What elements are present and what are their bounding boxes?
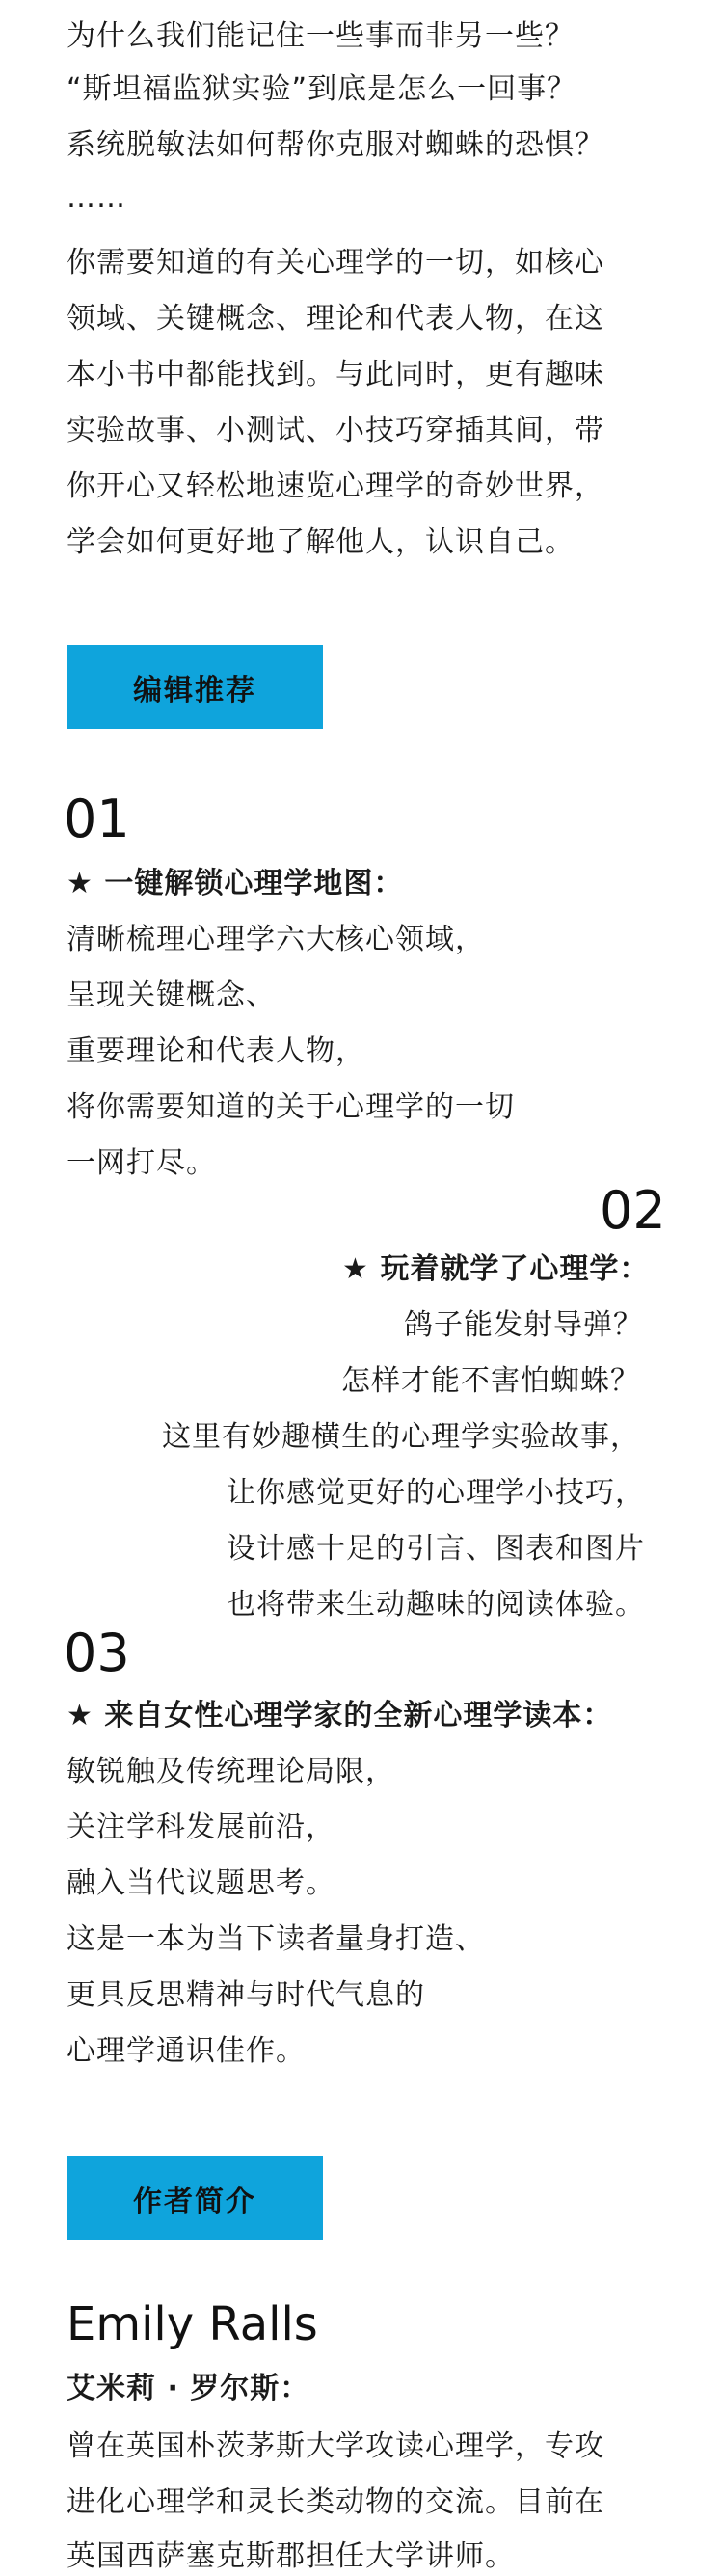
section-number: 03 [64, 1623, 130, 1683]
intro-paragraph-line: 本小书中都能找到。与此同时，更有趣味 [67, 358, 604, 391]
section-line: 呈现关键概念、 [67, 979, 276, 1012]
section-line: 敏锐触及传统理论局限， [67, 1755, 395, 1788]
editor-recommendation-badge: 编辑推荐 [67, 645, 323, 729]
author-intro-badge: 作者简介 [67, 2156, 323, 2240]
intro-ellipsis: …… [67, 181, 126, 215]
intro-paragraph-line: 领域、关键概念、理论和代表人物，在这 [67, 302, 604, 335]
section-line: 一网打尽。 [67, 1146, 216, 1180]
intro-paragraph-line: 你开心又轻松地速览心理学的奇妙世界， [67, 470, 604, 503]
section-line: 将你需要知道的关于心理学的一切 [67, 1090, 515, 1124]
intro-paragraph-line: 学会如何更好地了解他人，认识自己。 [67, 525, 575, 559]
section-line: 清晰梳理心理学六大核心领域， [67, 923, 485, 956]
intro-question: 系统脱敏法如何帮你克服对蜘蛛的恐惧？ [67, 128, 604, 162]
intro-paragraph-line: 你需要知道的有关心理学的一切，如核心 [67, 246, 604, 280]
author-name-chinese: 艾米莉 · 罗尔斯： [67, 2372, 310, 2405]
section-line: 心理学通识佳作。 [67, 2034, 306, 2068]
intro-question: “斯坦福监狱实验”到底是怎么一回事？ [67, 72, 577, 106]
author-bio-line: 英国西萨塞克斯郡担任大学讲师。 [67, 2539, 515, 2573]
section-line: 鸽子能发射导弹？ [404, 1308, 643, 1342]
intro-paragraph-line: 实验故事、小测试、小技巧穿插其间，带 [67, 414, 604, 447]
section-heading: ★ 玩着就学了心理学： [342, 1252, 650, 1286]
author-name-english: Emily Ralls [67, 2297, 318, 2351]
section-heading: ★ 一键解锁心理学地图： [67, 867, 404, 900]
section-number: 01 [64, 789, 130, 849]
section-line: 重要理论和代表人物， [67, 1034, 365, 1068]
section-line: 让你感觉更好的心理学小技巧， [227, 1476, 645, 1510]
section-line: 更具反思精神与时代气息的 [67, 1978, 425, 2012]
section-line: 融入当代议题思考。 [67, 1866, 335, 1900]
section-number: 02 [600, 1180, 666, 1241]
section-line: 也将带来生动趣味的阅读体验。 [227, 1588, 645, 1622]
author-bio-line: 进化心理学和灵长类动物的交流。目前在 [67, 2485, 604, 2519]
section-line: 设计感十足的引言、图表和图片 [227, 1532, 645, 1566]
section-line: 关注学科发展前沿， [67, 1811, 335, 1844]
section-line: 怎样才能不害怕蜘蛛？ [341, 1364, 640, 1398]
author-bio-line: 曾在英国朴茨茅斯大学攻读心理学，专攻 [67, 2429, 604, 2463]
section-line: 这是一本为当下读者量身打造、 [67, 1922, 485, 1956]
section-line: 这里有妙趣横生的心理学实验故事， [162, 1420, 640, 1454]
section-heading: ★ 来自女性心理学家的全新心理学读本： [67, 1699, 613, 1732]
intro-question: 为什么我们能记住一些事而非另一些？ [67, 19, 575, 53]
